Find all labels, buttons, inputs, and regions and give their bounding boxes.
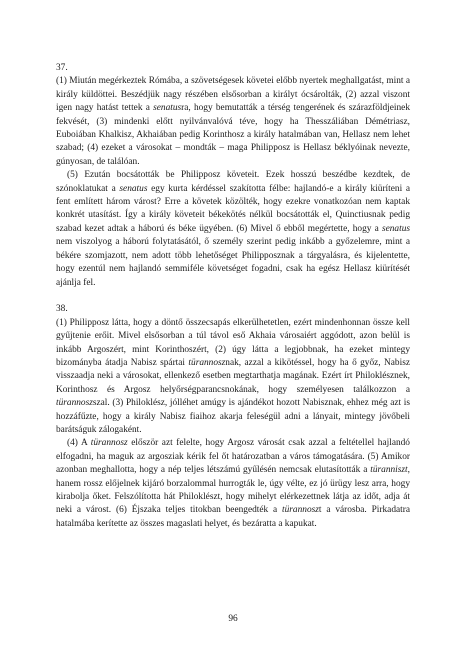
paragraph: (1) Miután megérkeztek Rómába, a szövetségesek követei előbb nyertek meghallgatást, mint a király küldöttei. Beszédjük nagy részében elsősorban a királyt ócsárolták, (2) azzal viszont igen nagy hatást tettek a senatusra, hogy bemutatták a térség tengerének és szárazföldjeinek fekvését, (3) mindenki előtt nyilvánvalóvá téve, hogy ha Thesszáliában Démétriasz, Euboiában Khalkisz, Akhaiában pedig Korinthosz a király hatalmában van, Hellasz nem lehet szabad; (4) ezeket a városokat – mondták – maga Philipposz is Hellasz béklyóinak nevezte, gúnyosan, de találóan. [56, 76, 410, 167]
paragraph: (5) Ezután bocsátották be Philipposz követeit. Ezek hosszú beszédbe kezdtek, de szónoklatukat a senatus egy kurta kérdéssel szakította félbe: hajlandó-e a király kiüríteni a fent említett három várost? Erre a követek közölték, hogy ezekre vonatkozóan nem kaptak konkrét utasítást. Így a király követeit békekötés nélkül bocsátották el, Quinctiusnak pedig szabad kezet adtak a háború és béke ügyében. (6) Mivel ő ebből megértette, hogy a senatus nem viszolyog a háború folytatásától, ő személy szerint pedig inkább a győzelemre, mint a békére szomjazott, nem adott több lehetőséget Philipposznak a tárgyalásra, és kijelentette, hogy ezentúl nem hajlandó semmiféle követséget fogadni, csak ha egész Hellasz kiürítését ajánlja fel. [56, 170, 410, 288]
section-number: 38. [56, 304, 68, 315]
section-number: 37. [56, 63, 68, 73]
text-block [56, 62, 410, 531]
page-number: 96 [228, 614, 238, 624]
section-37 [56, 62, 410, 290]
section-38 [56, 303, 410, 531]
section-spacer [56, 290, 410, 303]
paragraph: (1) Philipposz látta, hogy a döntő összecsapás elkerülhetetlen, ezért mindenhonnan össze kell gyűjtenie erőit. Mivel elsősorban a túl távol eső Akhaia városaiért aggódott, azon belül is inkább Argoszért, mint Korinthoszért, (2) úgy látta a legjobbnak, ha ezeket mintegy bizományba átadja Nabisz spártai türannosznak, azzal a kikötéssel, hogy ha ő győz, Nabisz visszaadja neki a városokat, ellenkező esetben megtarthatja magának. Ezért írt Philoklésznek, Korinthosz és Argosz helyőrségparancsnokának, hogy személyesen találkozzon a türannoszszal. (3) Philoklész, jólléhet amúgy is ajándékot hozott Nabisznak, ehhez még azt is hozzáfűzte, hogy a király Nabisz fiaihoz akarja feleségül adni a lányait, mintegy jövőbeli barátságuk zálogaként. [56, 317, 410, 435]
paragraph: (4) A türannosz először azt felelte, hogy Argosz városát csak azzal a feltétellel hajlandó elfogadni, ha maguk az argosziak kérik fel őt határozatban a város támogatására. (5) Amikor azonban meghallotta, hogy a nép teljes létszámú gyűlésén nemcsak elutasították a türanniszt, hanem rossz előjelnek kijáró borzalommal hurrogták le, úgy vélte, ez jó ürügy lesz arra, hogy kirabolja őket. Felszólította hát Philoklészt, hogy mihelyt elérkezettnek látja az időt, adja át neki a várost. (6) Éjszaka teljes titokban beengedték a türannoszt a városba. Pirkadatra hatalmába kerítette az összes magaslati helyet, és bezáratta a kapukat. [56, 438, 410, 529]
